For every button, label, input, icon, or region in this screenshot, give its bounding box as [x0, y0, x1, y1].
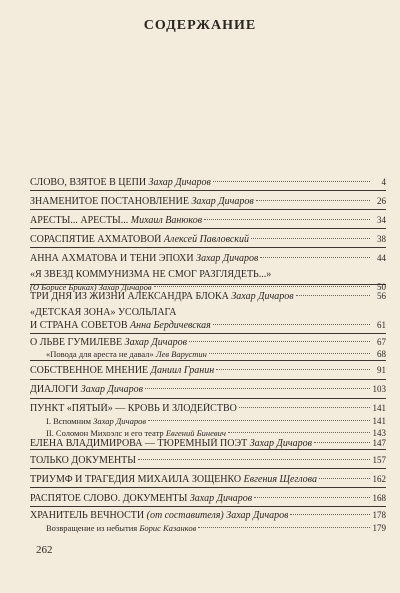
page-ref: 147 [372, 438, 386, 448]
page-ref: 67 [377, 337, 386, 347]
page-ref: 141 [372, 403, 386, 413]
page-ref: 4 [381, 177, 386, 187]
entry-divider [30, 398, 386, 399]
entry-divider [30, 190, 386, 191]
toc-entry[interactable]: ХРАНИТЕЛЬ ВЕЧНОСТИ (от составителя) Захар Дичаров 178 [30, 510, 386, 521]
page-ref: 38 [377, 234, 386, 244]
toc-entry[interactable]: (О Борисе Бриках) Захар Дичаров 50 [30, 282, 386, 292]
entry-divider [30, 228, 386, 229]
toc-entry[interactable]: I. Вспомним Захар Дичаров 141 [46, 416, 386, 426]
entry-divider [30, 468, 386, 469]
toc-entry[interactable]: ТРИУМФ И ТРАГЕДИЯ МИХАИЛА ЗОЩЕНКО Евгения Щеглова 162 [30, 474, 386, 485]
entry-divider [30, 379, 386, 380]
toc-entry[interactable]: О ЛЬВЕ ГУМИЛЕВЕ Захар Дичаров 67 [30, 337, 386, 348]
page-ref: 44 [377, 253, 386, 263]
page-ref: 56 [377, 291, 386, 301]
toc-entry[interactable]: АННА АХМАТОВА И ТЕНИ ЭПОХИ Захар Дичаров 44 [30, 253, 386, 264]
page-ref: 26 [377, 196, 386, 206]
toc-entry[interactable]: ДИАЛОГИ Захар Дичаров 103 [30, 384, 386, 395]
toc-entry[interactable]: II. Соломон Михоэлс и его театр Евгений Биневич 143 [46, 428, 386, 438]
toc-entry[interactable]: Возвращение из небытия Борис Казанков 179 [46, 523, 386, 533]
page-ref: 50 [377, 282, 386, 292]
entry-divider [30, 247, 386, 248]
toc-entry[interactable]: ТОЛЬКО ДОКУМЕНТЫ 157 [30, 455, 386, 466]
toc-entry[interactable]: СОБСТВЕННОЕ МНЕНИЕ Даниил Гранин 91 [30, 365, 386, 376]
entry-divider [30, 487, 386, 488]
entry-divider [30, 209, 386, 210]
page-ref: 103 [372, 384, 386, 394]
page-ref: 91 [377, 365, 386, 375]
page-title: СОДЕРЖАНИЕ [143, 18, 257, 33]
page-ref: 178 [372, 510, 386, 520]
page-ref: 34 [377, 215, 386, 225]
page-ref: 179 [372, 523, 386, 533]
toc-entry[interactable]: СОРАСПЯТИЕ АХМАТОВОЙ Алексей Павловский 38 [30, 234, 386, 245]
page-ref: 168 [372, 493, 386, 503]
toc-entry[interactable]: ПУНКТ «ПЯТЫЙ» — КРОВЬ И ЗЛОДЕЙСТВО 141 [30, 403, 386, 414]
toc-entry[interactable]: «Я ЗВЕЗД КОММУНИЗМА НЕ СМОГ РАЗГЛЯДЕТЬ...» [30, 269, 272, 280]
page-ref: 162 [372, 474, 386, 484]
toc-entry[interactable]: «Повода для ареста не давал» Лев Варустин 68 [46, 349, 386, 359]
toc-entry[interactable]: СЛОВО, ВЗЯТОЕ В ЦЕПИ Захар Дичаров 4 [30, 177, 386, 188]
page-ref: 143 [372, 428, 386, 438]
entry-divider [30, 360, 386, 361]
toc-entry[interactable]: ЗНАМЕНИТОЕ ПОСТАНОВЛЕНИЕ Захар Дичаров 26 [30, 196, 386, 207]
toc-entry[interactable]: РАСПЯТОЕ СЛОВО. ДОКУМЕНТЫ Захар Дичаров 168 [30, 493, 386, 504]
toc-entry[interactable]: ТРИ ДНЯ ИЗ ЖИЗНИ АЛЕКСАНДРА БЛОКА Захар Дичаров 56 [30, 291, 386, 302]
page-ref: 68 [377, 349, 386, 359]
page-number: 262 [36, 544, 53, 556]
toc-entry[interactable]: ЕЛЕНА ВЛАДИМИРОВА — ТЮРЕМНЫЙ ПОЭТ Захар Дичаров 147 [30, 438, 386, 449]
toc-entry[interactable]: И СТРАНА СОВЕТОВ Анна Бердичевская 61 [30, 320, 386, 331]
page-ref: 61 [377, 320, 386, 330]
toc-entry[interactable]: АРЕСТЫ... АРЕСТЫ... Михаил Ванюков 34 [30, 215, 386, 226]
page-ref: 141 [372, 416, 386, 426]
entry-divider [30, 506, 386, 507]
toc-entry[interactable]: «ДЕТСКАЯ ЗОНА» УСОЛЬЛАГА [30, 307, 177, 318]
entry-divider [30, 333, 386, 334]
page-ref: 157 [372, 455, 386, 465]
